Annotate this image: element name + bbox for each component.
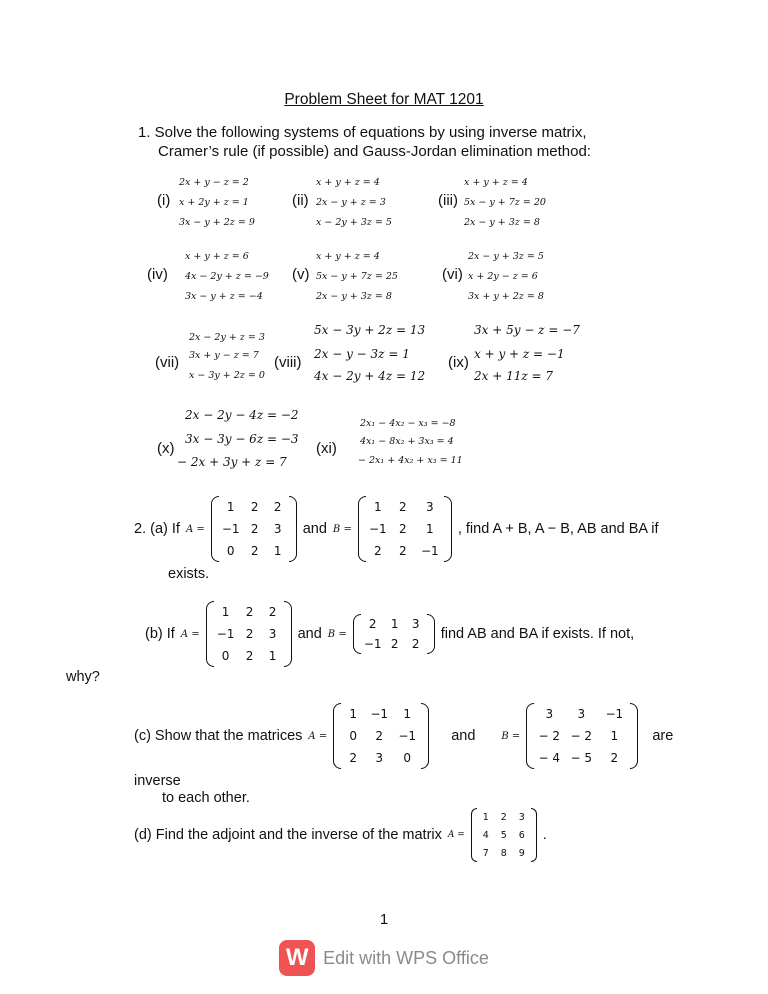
q2b-statement (145, 601, 634, 667)
system-label: (v) (292, 266, 310, 283)
matrix-b (353, 614, 435, 654)
matrix-cell: 3 (268, 627, 277, 641)
system-label: (vii) (155, 354, 180, 371)
left-paren (333, 703, 341, 769)
right-paren (289, 496, 297, 562)
matrix-cells (219, 496, 289, 562)
matrix-cell: 9 (518, 847, 525, 859)
matrix-cell: 1 (349, 707, 358, 721)
matrix-cells (366, 496, 444, 562)
matrix-cell: 2 (399, 500, 407, 514)
matrix-cell: 1 (374, 500, 382, 514)
matrix-cells (361, 614, 427, 654)
right-paren (630, 703, 638, 769)
left-paren (358, 496, 366, 562)
system-label: (x) (157, 440, 175, 457)
equation: 3x + y − z = 7 (189, 350, 259, 361)
matrix-cell: 1 (221, 605, 230, 619)
matrix-cell: 3 (577, 707, 586, 721)
matrix-cell: 1 (268, 649, 277, 663)
matrix-cell: 3 (273, 522, 282, 536)
matrix-cell: 2 (375, 729, 384, 743)
equation: 2x + y − z = 2 (179, 177, 249, 188)
matrix-cell: 6 (518, 829, 525, 841)
matrix-a (333, 703, 429, 769)
matrix-cell: 3 (411, 617, 420, 631)
equation: 3x − y + 2z = 9 (179, 217, 255, 228)
left-paren (526, 703, 534, 769)
matrix-cell: 2 (368, 617, 377, 631)
matrix-cell: 1 (390, 617, 399, 631)
and-text: and (302, 521, 327, 537)
wps-watermark-text: Edit with WPS Office (323, 947, 489, 968)
matrix-cell: 8 (500, 847, 507, 859)
matrix-cell: 0 (221, 649, 230, 663)
right-paren (444, 496, 452, 562)
equation: x − 3y + 2z = 0 (189, 370, 265, 381)
system-label: (xi) (316, 440, 337, 457)
equation: 3x + y + 2z = 8 (468, 291, 544, 302)
matrix-cell: − 5 (570, 751, 593, 765)
q2a-continuation: exists. (168, 566, 210, 582)
matrix-cell: 2 (390, 637, 399, 651)
q2c-continuation-1: inverse (134, 773, 181, 789)
matrix-cell: 2 (245, 649, 254, 663)
matrix-cell: 2 (399, 522, 407, 536)
matrix-cell: 3 (375, 751, 384, 765)
page-title: Problem Sheet for MAT 1201 (284, 91, 484, 108)
equation: 2x − y − 3z = 1 (314, 347, 410, 361)
equation: 3x − y + z = −4 (185, 291, 263, 302)
equation: x + y + z = 4 (464, 177, 528, 188)
q2c-continuation-2: to each other. (162, 790, 250, 806)
right-paren (284, 601, 292, 667)
matrix-cell: −1 (420, 544, 439, 558)
equation: 2x − 2y − 4z = −2 (185, 408, 299, 422)
q2d-suffix: . (542, 827, 547, 843)
equation: − 2x + 3y + z = 7 (177, 455, 287, 469)
equation: 4x − 2y + z = −9 (185, 271, 269, 282)
system-label: (ix) (448, 354, 469, 371)
system-label: (iv) (147, 266, 168, 283)
q1-instructions (138, 123, 591, 161)
matrix-cell: 2 (374, 544, 382, 558)
matrix-cell: 0 (349, 729, 358, 743)
equation: x + y + z = 4 (316, 177, 380, 188)
page-number: 1 (379, 911, 389, 928)
equation: x + y + z = 6 (185, 251, 249, 262)
matrix-cell: − 2 (570, 729, 593, 743)
equation: 3x − 3y − 6z = −3 (185, 432, 299, 446)
matrix-cell: 0 (403, 751, 412, 765)
equation: x + y + z = 4 (316, 251, 380, 262)
matrix-cells (534, 703, 630, 769)
matrix-cell: 2 (250, 544, 259, 558)
matrix-cell: 2 (245, 627, 254, 641)
matrix-cells (341, 703, 421, 769)
equation: 2x − y + 3z = 8 (316, 291, 392, 302)
q2d-prefix: (d) Find the adjoint and the inverse of the matrix (134, 827, 442, 843)
matrix-b (526, 703, 638, 769)
equation: 5x − 3y + 2z = 13 (314, 323, 426, 337)
q2c-suffix: are (652, 728, 674, 744)
system-label: (vi) (442, 266, 463, 283)
wps-logo-icon: W (279, 940, 315, 976)
right-paren (531, 808, 537, 862)
equation: 2x − y + z = 3 (316, 197, 386, 208)
matrix-cell: −1 (216, 627, 235, 641)
equation: 4x₁ − 8x₂ + 3x₃ = 4 (360, 436, 454, 447)
equation: 3x + 5y − z = −7 (474, 323, 580, 337)
matrix-cell: 2 (610, 751, 619, 765)
left-paren (211, 496, 219, 562)
q2a-suffix: , find A + B, A − B, AB and BA if (457, 521, 659, 537)
system-label: (ii) (292, 192, 309, 209)
equation: 2x − y + 3z = 8 (464, 217, 540, 228)
equation: 4x − 2y + 4z = 12 (314, 369, 426, 383)
matrix-cell: − 4 (538, 751, 561, 765)
q2b-prefix: (b) If (145, 626, 175, 642)
q2c-statement (134, 703, 673, 769)
matrix-cell: 5 (500, 829, 507, 841)
equation: x − 2y + 3z = 5 (316, 217, 392, 228)
matrix-a (211, 496, 297, 562)
equation: x + y + z = −1 (474, 347, 565, 361)
matrix-cell: 2 (273, 500, 282, 514)
matrix-cell: −1 (605, 707, 624, 721)
left-paren (206, 601, 214, 667)
matrix-a-label: A = (308, 730, 328, 742)
matrix-cell: 2 (399, 544, 407, 558)
matrix-cells (477, 808, 531, 862)
matrix-cell: 1 (403, 707, 412, 721)
equation: 5x − y + 7z = 25 (316, 271, 398, 282)
matrix-cell: −1 (368, 522, 387, 536)
system-label: (i) (157, 192, 171, 209)
matrix-cell: 2 (500, 811, 507, 823)
matrix-cells (214, 601, 284, 667)
matrix-cell: 2 (250, 522, 259, 536)
matrix-cell: 1 (226, 500, 235, 514)
equation: − 2x₁ + 4x₂ + x₃ = 11 (358, 455, 463, 466)
equation: x + 2y − z = 6 (468, 271, 538, 282)
matrix-cell: 1 (273, 544, 282, 558)
matrix-cell: 0 (226, 544, 235, 558)
matrix-b-label: B = (327, 628, 347, 640)
q2a-statement (134, 496, 659, 562)
matrix-cell: 3 (518, 811, 525, 823)
and-text: and (451, 728, 476, 744)
equation: 2x + 11z = 7 (474, 369, 553, 383)
q2b-continuation: why? (66, 669, 100, 685)
matrix-cell: −1 (370, 707, 389, 721)
matrix-cell: −1 (221, 522, 240, 536)
matrix-a-label: A = (180, 628, 200, 640)
matrix-cell: 2 (411, 637, 420, 651)
matrix-b (358, 496, 452, 562)
matrix-a-label: A = (447, 830, 465, 840)
matrix-cell: 1 (610, 729, 619, 743)
q1-line2: Cramer’s rule (if possible) and Gauss-Jordan elimination method: (158, 143, 591, 160)
matrix-b-label: B = (501, 730, 521, 742)
equation: 5x − y + 7z = 20 (464, 197, 546, 208)
system-label: (viii) (274, 354, 302, 371)
equation: 2x − y + 3z = 5 (468, 251, 544, 262)
left-paren (353, 614, 361, 654)
matrix-a-label: A = (185, 523, 205, 535)
matrix-cell: 2 (268, 605, 277, 619)
right-paren (427, 614, 435, 654)
matrix-cell: 3 (426, 500, 434, 514)
matrix-cell: 4 (482, 829, 489, 841)
matrix-cell: 2 (349, 751, 358, 765)
equation: 2x₁ − 4x₂ − x₃ = −8 (360, 418, 456, 429)
q2a-prefix: 2. (a) If (134, 521, 180, 537)
equation: 2x − 2y + z = 3 (189, 332, 265, 343)
q2c-prefix: (c) Show that the matrices (134, 728, 303, 744)
matrix-cell: 7 (482, 847, 489, 859)
matrix-a (471, 808, 537, 862)
matrix-cell: 2 (250, 500, 259, 514)
and-text: and (297, 626, 322, 642)
q1-line1: 1. Solve the following systems of equations by using inverse matrix, (138, 124, 587, 141)
matrix-cell: −1 (363, 637, 382, 651)
wps-watermark (0, 940, 768, 976)
matrix-cell: 2 (245, 605, 254, 619)
equation: x + 2y + z = 1 (179, 197, 249, 208)
matrix-b-label: B = (332, 523, 352, 535)
matrix-cell: −1 (398, 729, 417, 743)
matrix-cell: 1 (426, 522, 434, 536)
q2d-statement (134, 808, 547, 862)
matrix-a (206, 601, 292, 667)
matrix-cell: 3 (545, 707, 554, 721)
q2b-suffix: find AB and BA if exists. If not, (440, 626, 635, 642)
right-paren (421, 703, 429, 769)
matrix-cell: 1 (482, 811, 489, 823)
system-label: (iii) (438, 192, 458, 209)
matrix-cell: − 2 (538, 729, 561, 743)
